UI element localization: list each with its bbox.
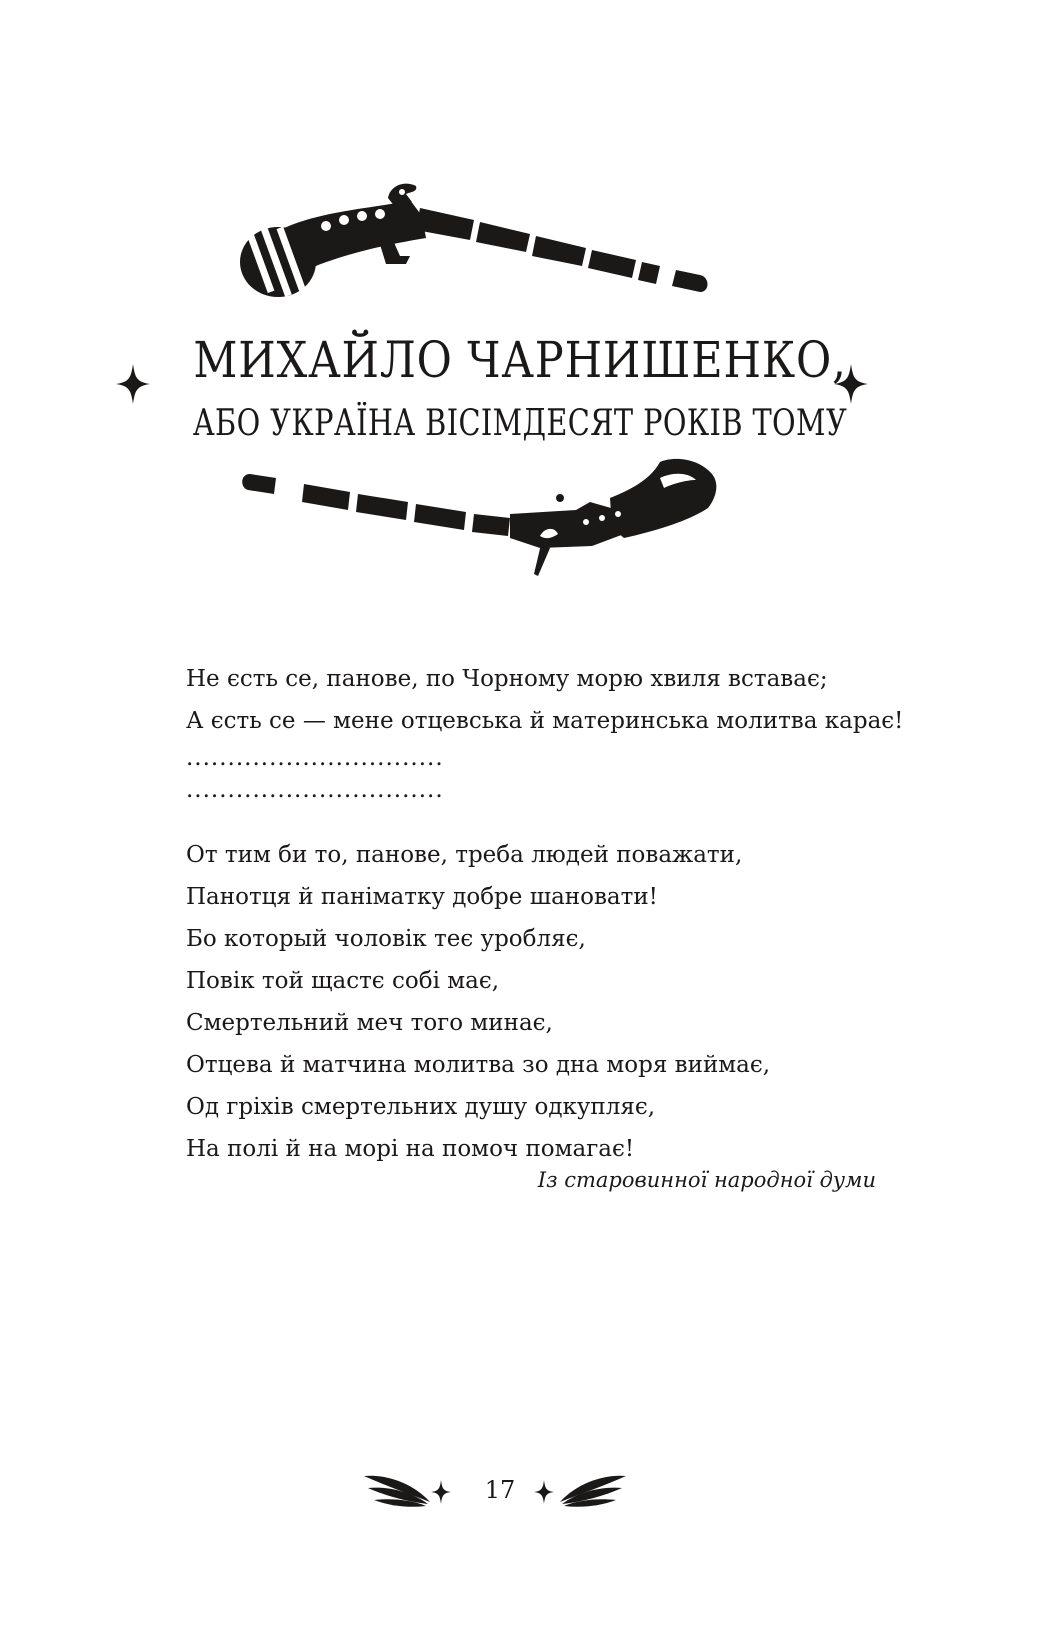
verse-line: А єсть се — мене отцевська й материнська молитва карає!	[186, 708, 904, 734]
ellipsis-line: ...............................	[186, 745, 444, 771]
verse-line: Не єсть се, панове, по Чорному морю хвиля вставає;	[186, 666, 828, 692]
verse-line: На полі й на морі на помоч помагає!	[186, 1136, 635, 1162]
verse-line: Бо который чоловік теє уробляє,	[186, 926, 586, 952]
chapter-title: МИХАЙЛО ЧАРНИШЕНКО,	[193, 331, 847, 389]
verse-line: Повік той щастє собі має,	[186, 968, 500, 994]
leaf-sprig-icon	[558, 1472, 628, 1508]
epigraph-source: Із старовинної народної думи	[537, 1168, 876, 1192]
verse-line: От тим би то, панове, треба людей поважати,	[186, 842, 743, 868]
epigraph-poem	[186, 658, 906, 1170]
four-point-star-icon	[431, 1480, 451, 1504]
leaf-sprig-icon	[362, 1472, 432, 1508]
stanza-break	[186, 806, 906, 834]
page-number: 17	[484, 1476, 516, 1504]
verse-line: Од гріхів смертельних душу одкупляє,	[186, 1094, 656, 1120]
four-point-star-icon	[534, 1480, 554, 1504]
verse-line: Смертельний меч того минає,	[186, 1010, 553, 1036]
flintlock-pistol-icon	[240, 180, 720, 310]
page-footer	[0, 1470, 1040, 1514]
ellipsis-line: ...............................	[186, 777, 444, 803]
verse-line: Отцева й матчина молитва зо дна моря виймає,	[186, 1052, 771, 1078]
chapter-subtitle: АБО УКРАЇНА ВІСІМДЕСЯТ РОКІВ ТОМУ	[192, 403, 848, 444]
verse-line: Панотця й паніматку добре шановати!	[186, 884, 658, 910]
flintlock-pistol-icon	[240, 458, 720, 603]
